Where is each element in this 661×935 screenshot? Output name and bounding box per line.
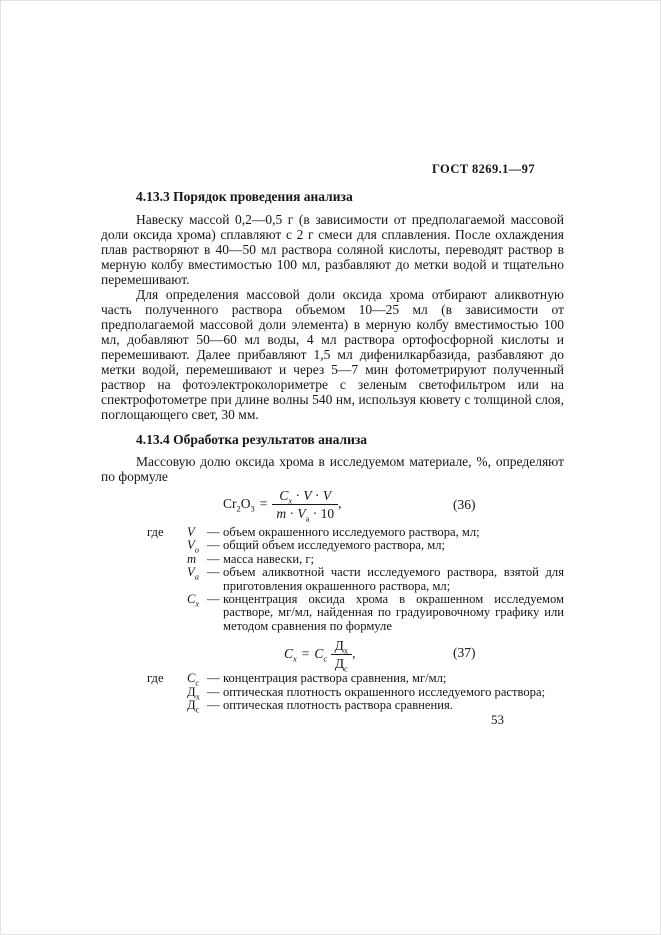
formula-37-row <box>101 638 564 675</box>
formula-37-comma: , <box>352 645 356 661</box>
legend-desc-D-x: оптическая плотность окрашенного исследуемого раствора; <box>223 684 546 699</box>
formula-37-numerator: $Д_х$ <box>331 638 352 655</box>
symbol-D-x: $Д_х$ <box>187 684 200 702</box>
legend-desc-m: масса навески, г; <box>223 551 315 566</box>
paragraph-sample-preparation: Навеску массой 0,2—0,5 г (в зависимости от предполагаемой массовой доли оксида хрома) сплавляют с 2 г смеси для сплавления. После охлаждения плав растворяют в 40—50 мл раствора соляной кислоты, переводят раствор в мерную колбу вместимостью 100 мл, разбавляют до метки водой и тщательно перемешивают. <box>101 212 564 287</box>
text-block <box>101 189 564 715</box>
legend-row <box>147 671 564 688</box>
formula-36-denominator: $m \cdot V_а \cdot 10$ <box>276 506 335 524</box>
legend-intro-where: где <box>147 525 164 539</box>
legend-dash: — <box>207 565 220 580</box>
symbol-V-o: $V_о$ <box>187 538 199 555</box>
legend-row <box>147 698 564 715</box>
symbol-V: V <box>187 525 195 539</box>
running-header-doc-code: ГОСТ 8269.1—97 <box>432 162 535 176</box>
legend-desc-C-c: концентрация раствора сравнения, мг/мл; <box>223 671 447 686</box>
symbol-D-c: $Д_с$ <box>187 698 200 715</box>
formula-37-denominator: $Д_с$ <box>334 656 348 675</box>
formula-36-row <box>101 488 564 523</box>
formula-36-lhs: $Cr_2O_3$ <box>223 495 255 514</box>
legend-row <box>147 566 564 593</box>
formula-36-numerator: $C_х \cdot V \cdot V$ <box>272 488 338 505</box>
legend-row <box>147 593 564 633</box>
formula-36-fraction <box>272 488 338 524</box>
legend-dash: — <box>207 684 220 699</box>
formula-37-expression <box>284 638 356 675</box>
legend-row <box>147 553 564 566</box>
paragraph-formula-intro: Массовую долю оксида хрома в исследуемом материале, %, определяют по формуле <box>101 454 564 484</box>
legend-dash: — <box>207 525 220 539</box>
legend-dash: — <box>207 592 220 607</box>
equals-sign: = <box>259 495 268 511</box>
legend-dash: — <box>207 698 220 713</box>
legend-desc-V: объем окрашенного исследуемого раствора, мл; <box>223 525 480 539</box>
formula-37-lhs: $C_х$ <box>284 645 297 664</box>
legend-formula-36 <box>147 526 564 633</box>
page-number: 53 <box>491 712 504 727</box>
paragraph-photometry-procedure: Для определения массовой доли оксида хрома отбирают аликвотную часть полученного раствора объемом 10—25 мл (в зависимости от предполагаемой массовой доли элемента) в мерную колбу вместимостью 100 мл, добавляют 50—60 мл воды, 4 мл раствора ортофосфорной кислоты и перемешивают. Далее прибавляют 1,5 мл дифенилкарбазида, разбавляют до метки водой, перемешивают и через 5—7 мин фотометрируют полученный раствор на фотоэлектроколориметре с зеленым светофильтром или на спектрофотометре при длине волны 540 нм, используя кювету с толщиной слоя, поглощающего свет, 30 мм. <box>101 287 564 422</box>
legend-row <box>147 684 564 702</box>
formula-37-fraction <box>331 638 352 675</box>
legend-intro-where: где <box>147 671 164 686</box>
formula-37-number: (37) <box>453 645 476 661</box>
legend-desc-V-a: объем аликвотной части исследуемого раствора, взятой для приготовления окрашенного раствора, мл; <box>223 565 564 593</box>
legend-dash: — <box>207 671 220 686</box>
section-heading-4-13-4: 4.13.4 Обработка результатов анализа <box>136 432 368 447</box>
formula-36-number: (36) <box>453 497 476 512</box>
section-heading-4-13-3: 4.13.3 Порядок проведения анализа <box>136 189 353 204</box>
legend-formula-37 <box>147 671 564 715</box>
symbol-C-x: $C_х$ <box>187 592 200 609</box>
legend-row <box>147 538 564 555</box>
symbol-V-a: $V_а$ <box>187 565 199 582</box>
legend-dash: — <box>207 551 220 566</box>
legend-desc-C-x: концентрация оксида хрома в окрашенном исследуемом растворе, мг/мл, найденная по градуировочному графику или методом сравнения по формуле <box>223 592 564 633</box>
legend-dash: — <box>207 538 220 553</box>
formula-37-rhs-coefficient: $C_с$ <box>314 645 328 664</box>
formula-36-comma: , <box>338 495 342 511</box>
legend-desc-D-c: оптическая плотность раствора сравнения. <box>223 698 453 713</box>
symbol-m: m <box>187 551 197 566</box>
legend-desc-V-o: общий объем исследуемого раствора, мл; <box>223 538 446 553</box>
equals-sign: = <box>301 645 310 661</box>
symbol-C-c: $С_с$ <box>187 671 200 688</box>
legend-row <box>147 526 564 539</box>
formula-36-expression <box>223 488 342 524</box>
